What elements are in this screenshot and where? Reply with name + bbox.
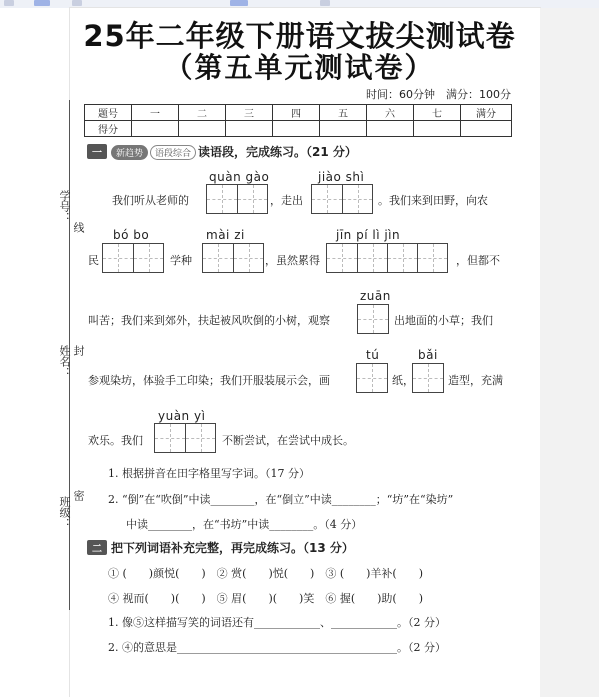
pinyin: jīn pí lì jìn	[336, 228, 401, 242]
binding-mark: 密	[72, 490, 85, 501]
table-cell[interactable]	[179, 121, 226, 137]
table-cell: 满分	[461, 105, 512, 121]
binding-mark: 线	[72, 222, 85, 233]
table-cell: 五	[320, 105, 367, 121]
passage-text: 民	[88, 254, 99, 267]
table-cell[interactable]	[273, 121, 320, 137]
page-subtitle: （第五单元测试卷）	[164, 51, 435, 84]
answer-grid[interactable]	[311, 184, 373, 214]
pinyin: jiào shì	[318, 170, 365, 184]
table-cell: 得分	[85, 121, 132, 137]
question: 2. “倒”在“吹倒”中读________，在“倒立”中读________；“坊”在“染坊”	[108, 493, 454, 506]
question: 2. ④的意思是________________________________________。（2 分）	[108, 641, 446, 654]
question: 1. 像⑤这样描写笑的词语还有____________、____________。（2 分）	[108, 616, 446, 629]
question: 1. 根据拼音在田字格里写字词。（17 分）	[108, 467, 310, 480]
exam-meta: 时间：60分钟 满分：100分	[366, 88, 511, 101]
section-2-header	[87, 539, 354, 556]
section-number: 一	[87, 144, 107, 159]
pinyin: yuàn yì	[158, 409, 206, 423]
pinyin: mài zi	[206, 228, 245, 242]
pinyin: zuān	[360, 289, 391, 303]
passage-text: 出地面的小草；我们	[394, 314, 493, 327]
question: ① ( )颜悦( ) ② 赏( )悦( ) ③ ( )羊补( )	[108, 567, 423, 580]
pinyin: tú	[366, 348, 380, 362]
passage-text: 纸，	[392, 374, 414, 387]
pinyin: bó bo	[113, 228, 150, 242]
passage-text: 我们听从老师的	[112, 194, 189, 207]
passage-text: 造型，充满	[448, 374, 503, 387]
score-table	[84, 104, 512, 137]
table-row	[85, 121, 512, 137]
new-trend-badge: 新趋势	[111, 145, 148, 160]
answer-grid[interactable]	[154, 423, 216, 453]
toolbar-icon[interactable]	[72, 0, 82, 6]
student-no-label: 学号：	[58, 190, 71, 223]
toolbar-icon[interactable]	[4, 0, 14, 6]
toolbar-strip	[0, 0, 599, 8]
table-cell[interactable]	[414, 121, 461, 137]
answer-grid[interactable]	[206, 184, 268, 214]
class-label: 班级：	[58, 496, 71, 529]
page-margin	[540, 8, 599, 697]
answer-grid[interactable]	[102, 243, 164, 273]
name-label: 姓名：	[58, 345, 71, 378]
section-title: 读语段，完成练习。（21 分）	[198, 145, 357, 159]
table-cell: 一	[132, 105, 179, 121]
question: ④ 视而( )( ) ⑤ 眉( )( )笑 ⑥ 握( )助( )	[108, 592, 423, 605]
question: 中读________，在“书坊”中读________。（4 分）	[126, 518, 363, 531]
table-cell: 六	[367, 105, 414, 121]
answer-grid[interactable]	[326, 243, 448, 273]
answer-grid[interactable]	[202, 243, 264, 273]
binding-mark: 封	[72, 345, 85, 356]
toolbar-icon[interactable]	[230, 0, 248, 6]
answer-grid[interactable]	[412, 363, 444, 393]
passage-text: ，虽然累得	[265, 254, 320, 267]
table-cell: 三	[226, 105, 273, 121]
toolbar-icon[interactable]	[320, 0, 330, 6]
table-row	[85, 105, 512, 121]
table-cell[interactable]	[461, 121, 512, 137]
table-cell[interactable]	[226, 121, 273, 137]
page-title: 25年二年级下册语文拔尖测试卷	[83, 19, 516, 53]
section-1-header	[87, 143, 357, 160]
table-cell[interactable]	[132, 121, 179, 137]
topic-badge: 语段综合	[150, 145, 196, 160]
toolbar-icon[interactable]	[34, 0, 50, 6]
answer-grid[interactable]	[357, 304, 389, 334]
passage-text: ，但都不	[456, 254, 500, 267]
passage-text: ，走出	[270, 194, 303, 207]
section-number: 二	[87, 540, 107, 555]
table-cell: 二	[179, 105, 226, 121]
table-cell[interactable]	[320, 121, 367, 137]
passage-text: 叫苦；我们来到郊外，扶起被风吹倒的小树，观察	[88, 314, 330, 327]
pinyin: bǎi	[418, 348, 438, 362]
passage-text: 。我们来到田野，向农	[378, 194, 488, 207]
passage-text: 不断尝试，在尝试中成长。	[222, 434, 354, 447]
passage-text: 参观染坊，体验手工印染；我们开服装展示会，画	[88, 374, 330, 387]
pinyin: quàn gào	[209, 170, 270, 184]
table-cell: 七	[414, 105, 461, 121]
answer-grid[interactable]	[356, 363, 388, 393]
passage-text: 学种	[170, 254, 192, 267]
table-cell[interactable]	[367, 121, 414, 137]
passage-text: 欢乐。我们	[88, 434, 143, 447]
table-cell: 题号	[85, 105, 132, 121]
table-cell: 四	[273, 105, 320, 121]
section-title: 把下列词语补充完整，再完成练习。（13 分）	[111, 541, 354, 555]
